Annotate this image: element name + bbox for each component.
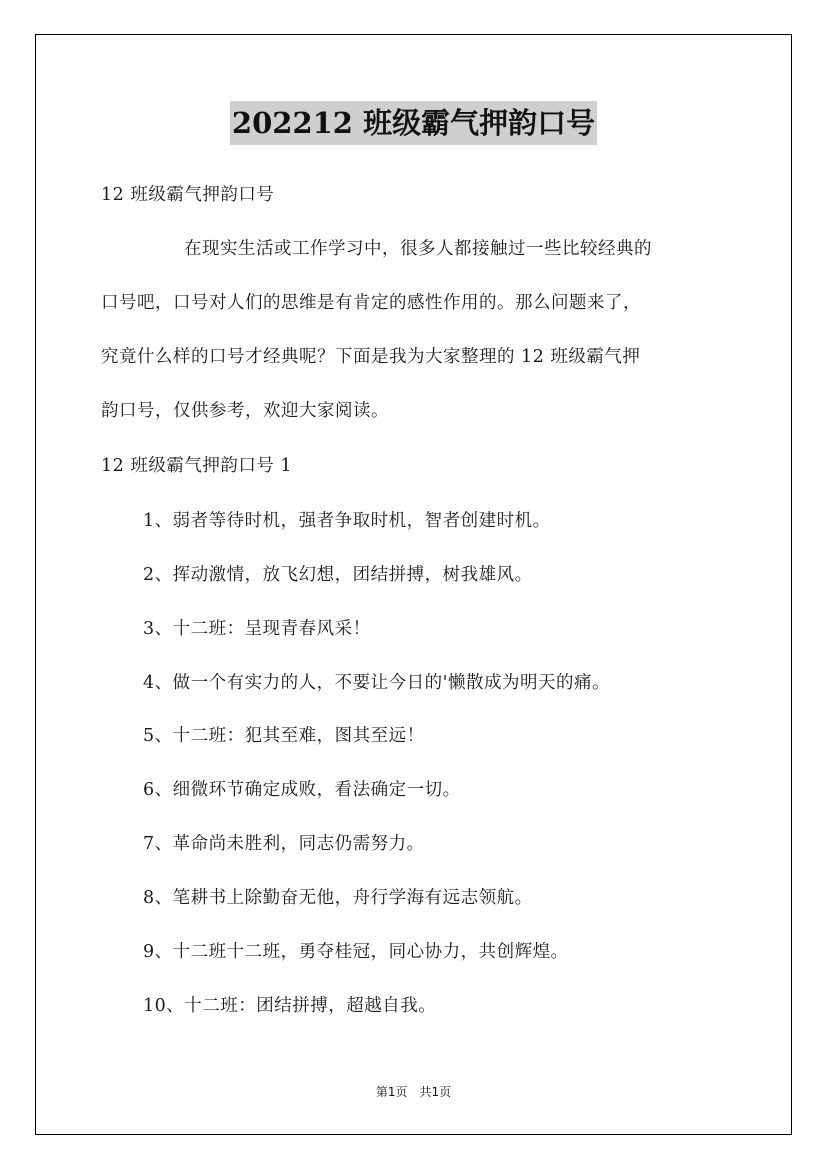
page-total: 共1页 <box>419 1085 452 1099</box>
page-number: 第1页 <box>375 1085 408 1099</box>
list-item: 4、做一个有实力的人，不要让今日的'懒散成为明天的痛。 <box>143 673 610 693</box>
page-footer <box>0 1083 827 1100</box>
intro-line-1: 在现实生活或工作学习中，很多人都接触过一些比较经典的 <box>184 239 652 259</box>
title-container <box>0 101 827 145</box>
subheading: 12 班级霸气押韵口号 <box>101 185 275 205</box>
list-item: 8、笔耕书上除勤奋无他，舟行学海有远志领航。 <box>143 888 533 908</box>
list-item: 3、十二班：呈现青春风采！ <box>143 619 371 639</box>
list-item: 1、弱者等待时机，强者争取时机，智者创建时机。 <box>143 511 551 531</box>
list-item: 9、十二班十二班，勇夺桂冠，同心协力，共创辉煌。 <box>143 942 569 962</box>
document-title: 202212 班级霸气押韵口号 <box>230 101 597 145</box>
list-item: 7、革命尚未胜利，同志仍需努力。 <box>143 834 425 854</box>
list-item: 10、十二班：团结拼搏，超越自我。 <box>143 996 437 1016</box>
list-item: 2、挥动激情，放飞幻想，团结拼搏，树我雄风。 <box>143 565 533 585</box>
intro-line-4: 韵口号，仅供参考，欢迎大家阅读。 <box>101 401 389 421</box>
intro-line-3: 究竟什么样的口号才经典呢？下面是我为大家整理的 12 班级霸气押 <box>101 347 641 367</box>
section-heading: 12 班级霸气押韵口号 1 <box>101 456 293 476</box>
list-item: 5、十二班：犯其至难，图其至远！ <box>143 726 425 746</box>
list-item: 6、细微环节确定成败，看法确定一切。 <box>143 780 461 800</box>
intro-line-2: 口号吧，口号对人们的思维是有肯定的感性作用的。那么问题来了， <box>101 293 641 313</box>
